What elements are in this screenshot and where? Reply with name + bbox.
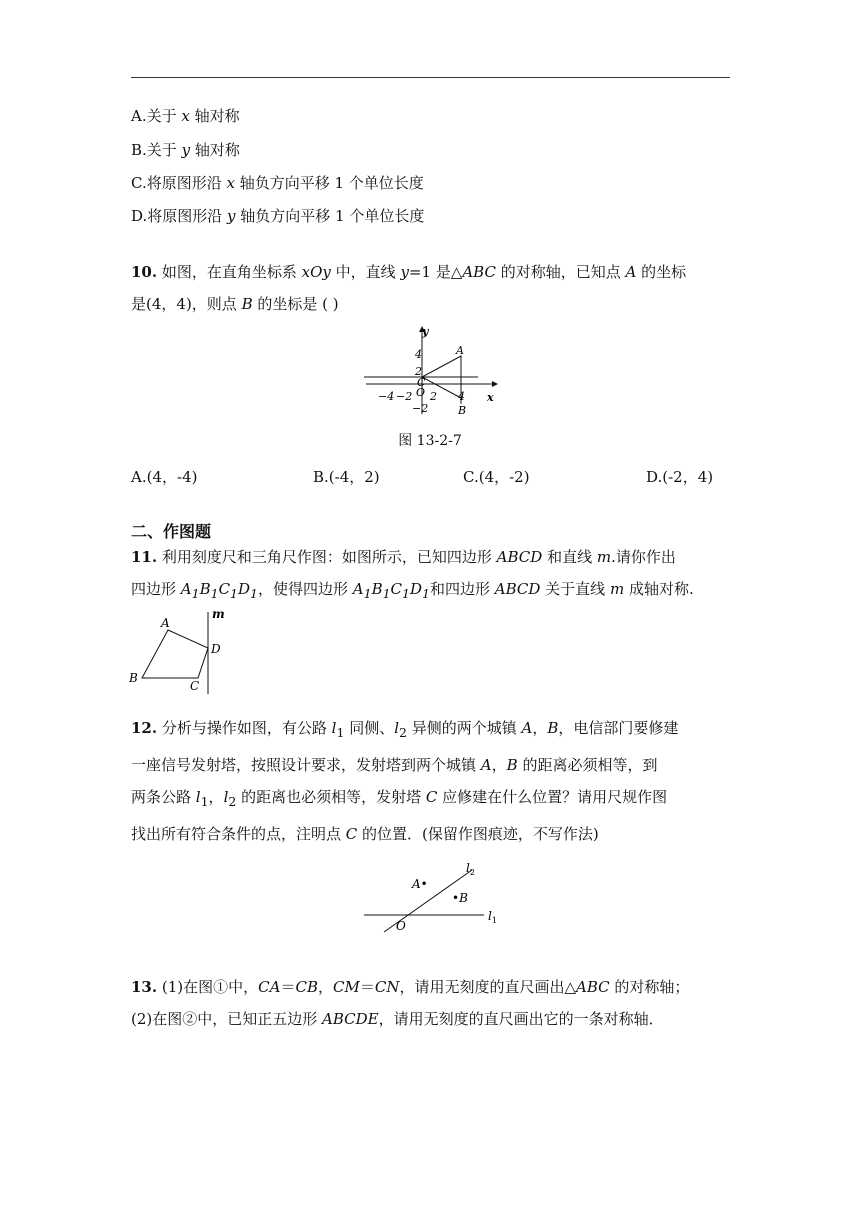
- x-tick-label: −2: [396, 390, 413, 403]
- question-13: 13. (1)在图①中，CA＝CB，CM＝CN，请用无刻度的直尺画出△ABC 的对称轴； (2)在图②中，已知正五边形 ABCDE，请用无刻度的直尺画出它的一条对称轴．: [131, 978, 690, 1028]
- point-c-label: C: [417, 376, 426, 389]
- x-tick-label: 4: [458, 390, 465, 403]
- q10-option-d: D.(-2，4): [646, 468, 714, 486]
- question-12: 12. 分析与操作如图，有公路 $l_1$ 同侧、$l_2$ 异侧的两个城镇 A，B，电信部门要修建 一座信号发射塔，按照设计要求，发射塔到两个城镇 A，B 的距离必须相等，到 两条公路 $l_1$，$l_2$ 的距离也必须相等，发射塔 C 应修建在什么位置？请用尺规作图 找出所有符合条件的点，注明点 C 的位置．(保留作图痕迹，不写作法): [131, 719, 679, 843]
- town-b-label: •B: [452, 891, 468, 905]
- point-b-label: B: [458, 404, 467, 417]
- point-b-label: B: [129, 671, 138, 685]
- x-axis-label: x: [487, 391, 494, 404]
- road-l1-label: $l_1$: [488, 909, 497, 925]
- point-a-label: A: [456, 344, 464, 357]
- q9-option-d: D.将原图形沿 y 轴负方向平移 1 个单位长度: [131, 207, 425, 225]
- origin-o-label: O: [396, 919, 406, 933]
- q10-option-a: A.(4，-4): [131, 468, 198, 486]
- point-a-label: A: [161, 616, 170, 630]
- y-tick-label: −2: [412, 402, 429, 415]
- question-10: 10. 如图，在直角坐标系 xOy 中，直线 y=1 是△ABC 的对称轴，已知点 A 的坐标 是(4，4)，则点 B 的坐标是 ( ): [131, 263, 687, 313]
- y-tick-label: 4: [415, 348, 422, 361]
- header-rule: [131, 77, 730, 78]
- point-d-label: D: [211, 642, 221, 656]
- q9-option-b: B.关于 y 轴对称: [131, 141, 240, 159]
- q9-option-a: A.关于 x 轴对称: [131, 107, 240, 125]
- q10-option-b: B.(-4，2): [313, 468, 380, 486]
- figure-caption: 图 13-2-7: [398, 433, 462, 449]
- section-heading: 二、作图题: [131, 522, 212, 541]
- q11-quadrilateral-figure: [124, 606, 234, 696]
- x-tick-label: −4: [378, 390, 395, 403]
- y-tick-label: 2: [415, 365, 422, 378]
- town-a-label: A•: [412, 877, 428, 891]
- line-m-label: m: [212, 607, 225, 621]
- q12-roads-figure: [360, 858, 510, 936]
- q10-coordinate-figure: [360, 322, 500, 418]
- road-l2-label: $l_2$: [466, 861, 475, 877]
- quadrilateral-abcd: [142, 630, 208, 678]
- origin-label: O: [416, 386, 426, 399]
- q10-option-c: C.(4，-2): [463, 468, 530, 486]
- point-c-label: C: [190, 679, 200, 693]
- y-axis-label: y: [422, 325, 429, 338]
- x-tick-label: 2: [430, 390, 437, 403]
- q9-option-c: C.将原图形沿 x 轴负方向平移 1 个单位长度: [131, 174, 424, 192]
- question-11: 11. 利用刻度尺和三角尺作图：如图所示，已知四边形 ABCD 和直线 m.请你作出 四边形 $A_1B_1C_1D_1$，使得四边形 $A_1B_1C_1D_1$和四边形 ABCD 关于直线 m 成轴对称.: [131, 548, 694, 601]
- x-axis-arrow: [492, 381, 498, 387]
